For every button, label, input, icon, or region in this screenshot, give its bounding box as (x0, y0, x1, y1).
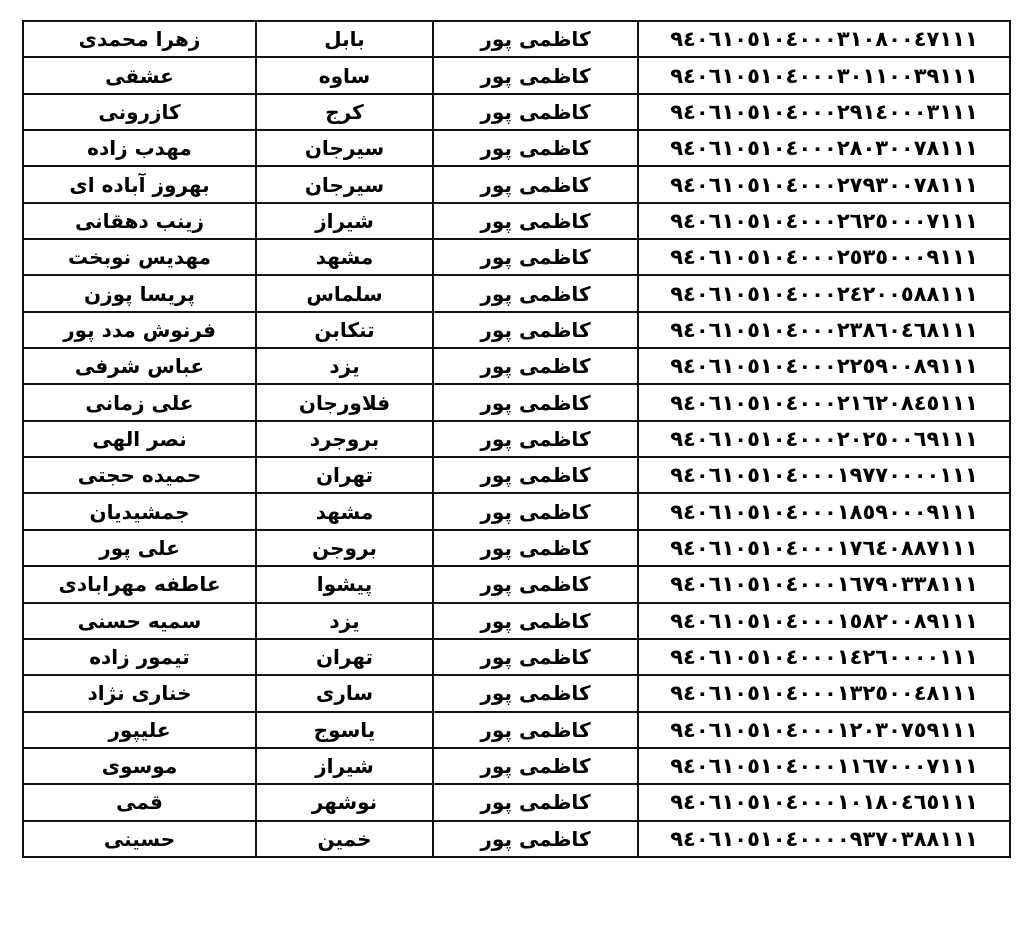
code-cell: ۹٤۰٦۱۰٥۱۰٤۰۰۰۱٤۲٦۰۰۰۰۱۱۱ (638, 639, 1010, 675)
table-row (23, 348, 1010, 384)
name-cell: عباس شرفی (23, 348, 256, 384)
city-cell: بابل (256, 21, 433, 57)
city-cell: فلاورجان (256, 384, 433, 420)
city-cell: پیشوا (256, 566, 433, 602)
code-cell: ۹٤۰٦۱۰٥۱۰٤۰۰۰۲۸۰۳۰۰۷۸۱۱۱ (638, 130, 1010, 166)
code-cell: ۹٤۰٦۱۰٥۱۰٤۰۰۰۱۱٦۷۰۰۰۷۱۱۱ (638, 748, 1010, 784)
name-cell: علی پور (23, 530, 256, 566)
city-cell: کرج (256, 94, 433, 130)
dept-cell: کاظمی پور (433, 384, 638, 420)
code-cell: ۹٤۰٦۱۰٥۱۰٤۰۰۰۲٥۳٥۰۰۰۹۱۱۱ (638, 239, 1010, 275)
table-row (23, 639, 1010, 675)
city-cell: نوشهر (256, 784, 433, 820)
city-cell: خمین (256, 821, 433, 857)
name-cell: علیپور (23, 712, 256, 748)
code-cell: ۹٤۰٦۱۰٥۱۰٤۰۰۰۲۲٥۹۰۰۸۹۱۱۱ (638, 348, 1010, 384)
table-row (23, 166, 1010, 202)
code-cell: ۹٤۰٦۱۰٥۱۰٤۰۰۰۱٦۷۹۰۳۳۸۱۱۱ (638, 566, 1010, 602)
dept-cell: کاظمی پور (433, 603, 638, 639)
code-cell: ۹٤۰٦۱۰٥۱۰٤۰۰۰۱۳۲٥۰۰٤۸۱۱۱ (638, 675, 1010, 711)
code-cell: ۹٤۰٦۱۰٥۱۰٤۰۰۰۲٤۲۰۰٥۸۸۱۱۱ (638, 275, 1010, 311)
name-cell: موسوی (23, 748, 256, 784)
city-cell: شیراز (256, 203, 433, 239)
table-row (23, 821, 1010, 857)
code-cell: ۹٤۰٦۱۰٥۱۰٤۰۰۰۰۹۳۷۰۳۸۸۱۱۱ (638, 821, 1010, 857)
dept-cell: کاظمی پور (433, 275, 638, 311)
table-row (23, 530, 1010, 566)
table-row (23, 457, 1010, 493)
name-cell: حمیده حجتی (23, 457, 256, 493)
table-row (23, 421, 1010, 457)
table-row (23, 130, 1010, 166)
dept-cell: کاظمی پور (433, 712, 638, 748)
table-row (23, 275, 1010, 311)
dept-cell: کاظمی پور (433, 675, 638, 711)
table-row (23, 312, 1010, 348)
dept-cell: کاظمی پور (433, 166, 638, 202)
table-row (23, 603, 1010, 639)
code-cell: ۹٤۰٦۱۰٥۱۰٤۰۰۰۲۷۹۳۰۰۷۸۱۱۱ (638, 166, 1010, 202)
code-cell: ۹٤۰٦۱۰٥۱۰٤۰۰۰۲۳۸٦۰٤٦۸۱۱۱ (638, 312, 1010, 348)
city-cell: ساوه (256, 57, 433, 93)
dept-cell: کاظمی پور (433, 312, 638, 348)
table-row (23, 748, 1010, 784)
city-cell: بروجن (256, 530, 433, 566)
code-cell: ۹٤۰٦۱۰٥۱۰٤۰۰۰۱۰۱۸۰٤٦٥۱۱۱ (638, 784, 1010, 820)
table-row (23, 784, 1010, 820)
table-row (23, 712, 1010, 748)
code-cell: ۹٤۰٦۱۰٥۱۰٤۰۰۰۲۱٦۲۰۸٤٥۱۱۱ (638, 384, 1010, 420)
dept-cell: کاظمی پور (433, 639, 638, 675)
name-cell: قمی (23, 784, 256, 820)
table-row (23, 57, 1010, 93)
city-cell: تهران (256, 457, 433, 493)
name-cell: فرنوش مدد پور (23, 312, 256, 348)
name-cell: زهرا محمدی (23, 21, 256, 57)
dept-cell: کاظمی پور (433, 493, 638, 529)
city-cell: تهران (256, 639, 433, 675)
dept-cell: کاظمی پور (433, 57, 638, 93)
dept-cell: کاظمی پور (433, 457, 638, 493)
table-row (23, 203, 1010, 239)
code-cell: ۹٤۰٦۱۰٥۱۰٤۰۰۰۲۰۲٥۰۰٦۹۱۱۱ (638, 421, 1010, 457)
city-cell: سیرجان (256, 166, 433, 202)
code-cell: ۹٤۰٦۱۰٥۱۰٤۰۰۰۳۰۱۱۰۰۳۹۱۱۱ (638, 57, 1010, 93)
code-cell: ۹٤۰٦۱۰٥۱۰٤۰۰۰۱۲۰۳۰۷٥۹۱۱۱ (638, 712, 1010, 748)
dept-cell: کاظمی پور (433, 748, 638, 784)
dept-cell: کاظمی پور (433, 94, 638, 130)
name-cell: کازرونی (23, 94, 256, 130)
table-row (23, 384, 1010, 420)
code-cell: ۹٤۰٦۱۰٥۱۰٤۰۰۰۳۱۰۸۰۰٤۷۱۱۱ (638, 21, 1010, 57)
name-cell: بهروز آباده ای (23, 166, 256, 202)
city-cell: یزد (256, 603, 433, 639)
name-cell: مهدب زاده (23, 130, 256, 166)
name-cell: خناری نژاد (23, 675, 256, 711)
table-row (23, 239, 1010, 275)
dept-cell: کاظمی پور (433, 421, 638, 457)
code-cell: ۹٤۰٦۱۰٥۱۰٤۰۰۰۱۸٥۹۰۰۰۹۱۱۱ (638, 493, 1010, 529)
table-body (23, 21, 1010, 857)
name-cell: علی زمانی (23, 384, 256, 420)
dept-cell: کاظمی پور (433, 130, 638, 166)
name-cell: تیمور زاده (23, 639, 256, 675)
dept-cell: کاظمی پور (433, 348, 638, 384)
name-cell: جمشیدیان (23, 493, 256, 529)
dept-cell: کاظمی پور (433, 239, 638, 275)
name-cell: زینب دهقانی (23, 203, 256, 239)
city-cell: ساری (256, 675, 433, 711)
city-cell: تنکابن (256, 312, 433, 348)
city-cell: یاسوج (256, 712, 433, 748)
records-table (22, 20, 1011, 858)
table-row (23, 21, 1010, 57)
code-cell: ۹٤۰٦۱۰٥۱۰٤۰۰۰۲۹۱٤۰۰۰۳۱۱۱ (638, 94, 1010, 130)
city-cell: یزد (256, 348, 433, 384)
name-cell: مهدیس نوبخت (23, 239, 256, 275)
code-cell: ۹٤۰٦۱۰٥۱۰٤۰۰۰۱۹۷۷۰۰۰۰۱۱۱ (638, 457, 1010, 493)
document-sheet (22, 20, 1001, 902)
table-row (23, 94, 1010, 130)
city-cell: شیراز (256, 748, 433, 784)
city-cell: مشهد (256, 239, 433, 275)
name-cell: عشقی (23, 57, 256, 93)
name-cell: حسینی (23, 821, 256, 857)
code-cell: ۹٤۰٦۱۰٥۱۰٤۰۰۰۱٥۸۲۰۰۸۹۱۱۱ (638, 603, 1010, 639)
name-cell: نصر الهی (23, 421, 256, 457)
code-cell: ۹٤۰٦۱۰٥۱۰٤۰۰۰۱۷٦٤۰۸۸۷۱۱۱ (638, 530, 1010, 566)
city-cell: بروجرد (256, 421, 433, 457)
dept-cell: کاظمی پور (433, 530, 638, 566)
name-cell: سمیه حسنی (23, 603, 256, 639)
table-row (23, 493, 1010, 529)
city-cell: سلماس (256, 275, 433, 311)
dept-cell: کاظمی پور (433, 21, 638, 57)
dept-cell: کاظمی پور (433, 566, 638, 602)
name-cell: عاطفه مهرابادی (23, 566, 256, 602)
city-cell: سیرجان (256, 130, 433, 166)
dept-cell: کاظمی پور (433, 821, 638, 857)
table-row (23, 675, 1010, 711)
dept-cell: کاظمی پور (433, 203, 638, 239)
city-cell: مشهد (256, 493, 433, 529)
name-cell: پریسا پوزن (23, 275, 256, 311)
table-row (23, 566, 1010, 602)
code-cell: ۹٤۰٦۱۰٥۱۰٤۰۰۰۲٦۲٥۰۰۰۷۱۱۱ (638, 203, 1010, 239)
dept-cell: کاظمی پور (433, 784, 638, 820)
